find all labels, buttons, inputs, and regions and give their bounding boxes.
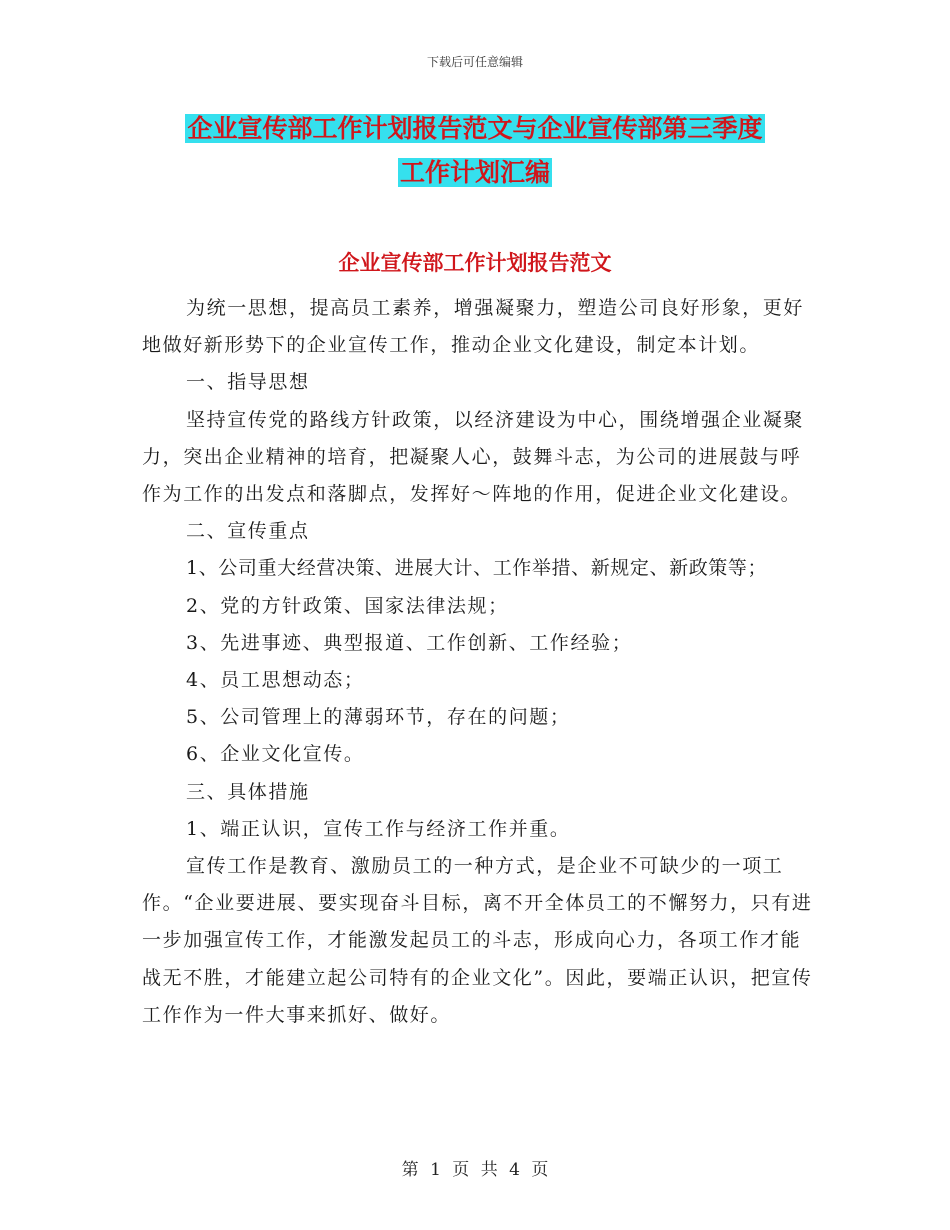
heading-publicity-focus: 二、宣传重点 bbox=[186, 520, 310, 543]
list-item: 1、公司重大经营决策、进展大计、工作举措、新规定、新政策等； bbox=[186, 557, 768, 580]
header-note: 下载后可任意编辑 bbox=[426, 55, 523, 69]
list-item: 4、员工思想动态； bbox=[186, 669, 365, 692]
document-title-text-2: 工作计划汇编 bbox=[399, 158, 550, 187]
document-title-line-2 bbox=[0, 155, 950, 191]
document-title-text-1: 企业宣传部工作计划报告范文与企业宣传部第三季度 bbox=[187, 114, 763, 143]
paragraph-measures: 宣传工作是教育、激励员工的一种方式，是企业不可缺少的一项工作。“企业要进展、要实现奋斗目标，离不开全体员工的不懈努力，只有进一步加强宣传工作，才能激发起员工的斗志，形成向心力，各项工作才能战无不胜，才能建立起公司特有的企业文化”。因此，要端正认识，把宣传工作作为一件大事来抓好、做好。 bbox=[142, 855, 813, 1026]
list-item: 1、端正认识，宣传工作与经济工作并重。 bbox=[186, 817, 571, 840]
list-item: 3、先进事迹、典型报道、工作创新、工作经验； bbox=[186, 631, 633, 654]
list-item: 6、企业文化宣传。 bbox=[186, 743, 365, 766]
list-item: 2、党的方针政策、国家法律法规； bbox=[186, 594, 509, 617]
heading-guiding-thought: 一、指导思想 bbox=[186, 371, 310, 394]
heading-specific-measures: 三、具体措施 bbox=[186, 780, 310, 803]
paragraph-intro: 为统一思想，提高员工素养，增强凝聚力，塑造公司良好形象，更好地做好新形势下的企业宣传工作，推动企业文化建设，制定本计划。 bbox=[142, 297, 805, 357]
section-title: 企业宣传部工作计划报告范文 bbox=[338, 250, 612, 275]
paragraph-guiding-thought: 坚持宣传党的路线方针政策，以经济建设为中心，围绕增强企业凝聚力，突出企业精神的培育，把凝聚人心，鼓舞斗志，为公司的进展鼓与呼作为工作的出发点和落脚点，发挥好～阵地的作用，促进企业文化建设。 bbox=[142, 408, 805, 506]
page-footer: 第 1 页 共 4 页 bbox=[401, 1160, 549, 1180]
list-item: 5、公司管理上的薄弱环节，存在的问题； bbox=[186, 706, 571, 729]
document-body bbox=[142, 290, 814, 1034]
document-title-line-1 bbox=[0, 111, 950, 147]
